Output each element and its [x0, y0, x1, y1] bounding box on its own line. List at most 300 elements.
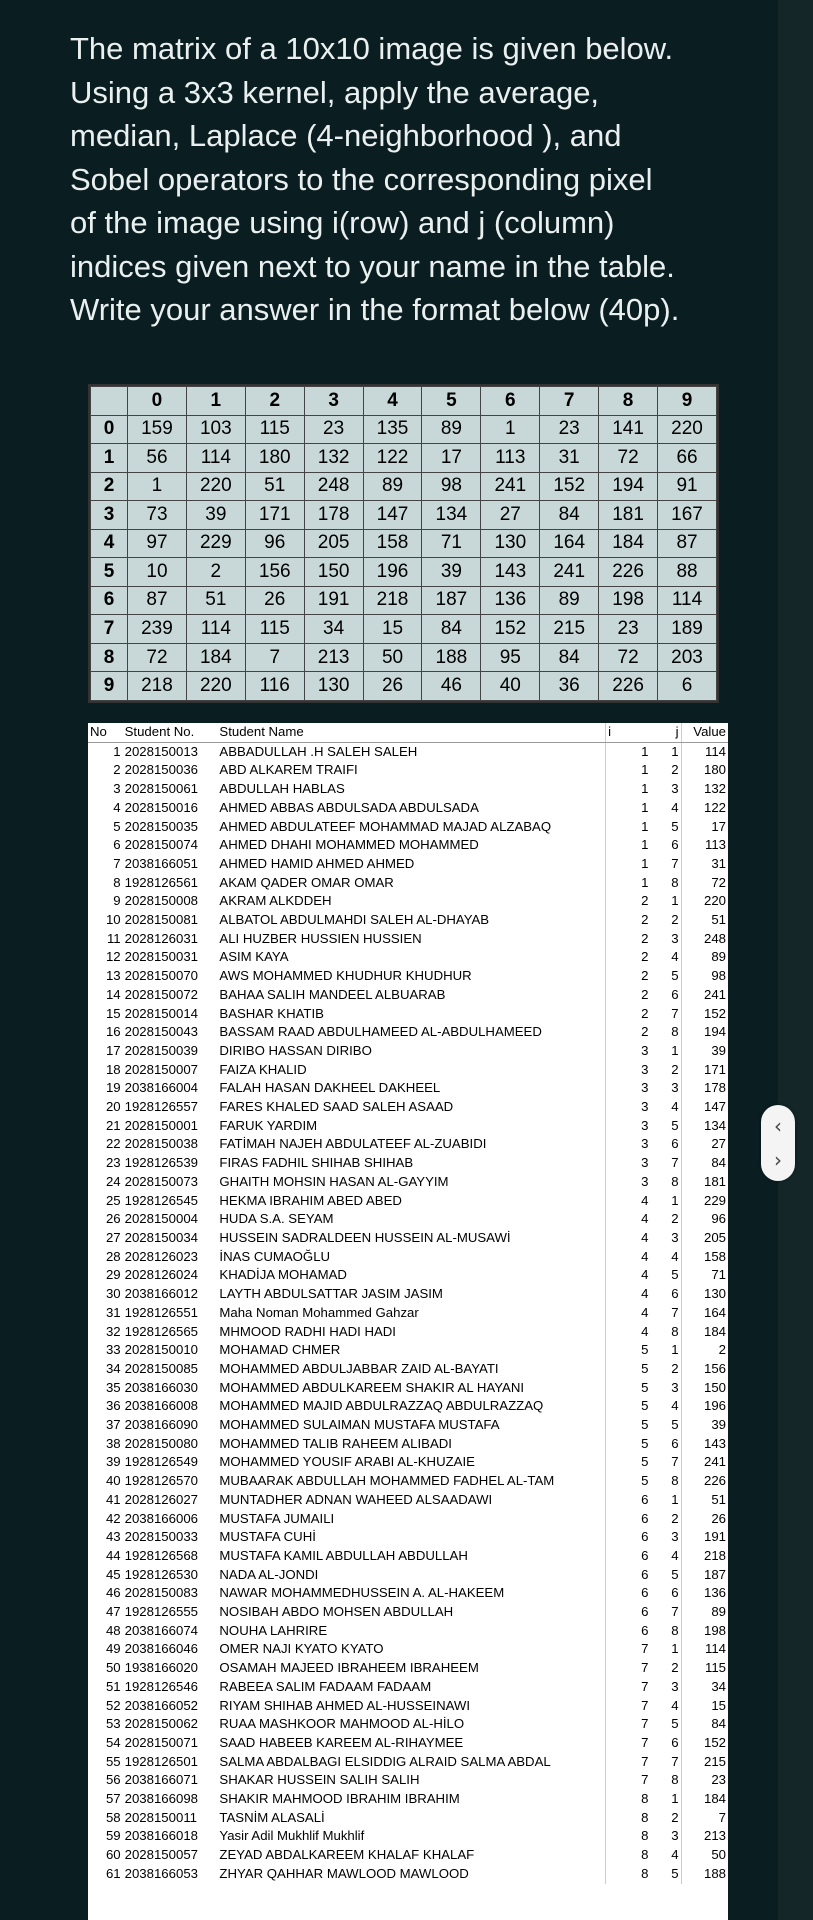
- matrix-col-header: 8: [599, 387, 658, 416]
- matrix-cell: 152: [481, 615, 540, 644]
- matrix-cell: 205: [304, 529, 363, 558]
- student-cell: 6: [606, 1622, 651, 1641]
- matrix-cell: 17: [422, 444, 481, 473]
- student-cell: 13: [105, 968, 121, 984]
- student-cell: 7: [606, 1753, 651, 1772]
- student-cell: 5: [606, 1416, 651, 1435]
- student-cell: MUBAARAK ABDULLAH MOHAMMED FADHEL AL-TAM: [219, 1473, 555, 1489]
- matrix-col-header: 4: [363, 387, 422, 416]
- student-cell: AHMED ABDULATEEF MOHAMMAD MAJAD ALZABAQ: [219, 818, 552, 834]
- matrix-cell: 241: [540, 558, 599, 587]
- student-cell: 36: [105, 1398, 121, 1414]
- student-cell: 2: [606, 967, 651, 986]
- chevron-down-icon[interactable]: ›: [774, 1148, 782, 1172]
- student-table: [88, 723, 728, 1884]
- student-cell: 84: [681, 1154, 728, 1173]
- student-cell: NAWAR MOHAMMEDHUSSEIN A. AL-HAKEEM: [219, 1585, 505, 1601]
- student-cell: 89: [681, 1603, 728, 1622]
- student-cell: 248: [681, 930, 728, 949]
- student-cell: 2038166030: [124, 1379, 198, 1395]
- student-row: [88, 1416, 728, 1435]
- student-cell: 43: [105, 1529, 121, 1545]
- matrix-row-header: 3: [91, 501, 128, 530]
- student-cell: 1928126568: [124, 1547, 198, 1563]
- student-cell: 2028150043: [124, 1024, 198, 1040]
- student-row: [88, 1173, 728, 1192]
- student-cell: FARUK YARDIM: [219, 1117, 318, 1133]
- student-cell: 2028150031: [124, 949, 198, 965]
- matrix-row-header: 8: [91, 643, 128, 672]
- student-cell: RUAA MASHKOOR MAHMOOD AL-HİLO: [219, 1716, 465, 1732]
- matrix-cell: 51: [186, 586, 245, 615]
- student-row: [88, 930, 728, 949]
- student-cell: 184: [681, 1790, 728, 1809]
- student-row: [88, 1266, 728, 1285]
- student-cell: 171: [681, 1061, 728, 1080]
- student-row: [88, 1435, 728, 1454]
- student-cell: 4: [606, 1266, 651, 1285]
- student-cell: 5: [606, 1397, 651, 1416]
- student-cell: 7: [681, 1809, 728, 1828]
- student-cell: FALAH HASAN DAKHEEL DAKHEEL: [219, 1080, 441, 1096]
- student-cell: ABD ALKAREM TRAIFI: [219, 762, 358, 778]
- student-cell: 5: [606, 1379, 651, 1398]
- student-cell: RABEEA SALIM FADAAM FADAAM: [219, 1678, 432, 1694]
- student-row: [88, 1360, 728, 1379]
- student-row: [88, 1584, 728, 1603]
- student-cell: BAHAA SALIH MANDEEL ALBUARAB: [219, 986, 446, 1002]
- student-cell: 15: [105, 1005, 121, 1021]
- student-cell: 1: [606, 874, 651, 893]
- student-cell: 52: [105, 1697, 121, 1713]
- student-cell: 54: [105, 1734, 121, 1750]
- student-cell: 8: [606, 1790, 651, 1809]
- student-cell: MOHAMMED ABDULKAREEM SHAKIR AL HAYANI: [219, 1379, 525, 1395]
- student-cell: 72: [681, 874, 728, 893]
- student-cell: 6: [606, 1491, 651, 1510]
- matrix-row: [91, 672, 717, 701]
- student-row: [88, 1678, 728, 1697]
- student-cell: 27: [681, 1135, 728, 1154]
- student-cell: 26: [105, 1211, 121, 1227]
- student-cell: 143: [681, 1435, 728, 1454]
- student-cell: 2038166012: [124, 1286, 198, 1302]
- student-cell: 6: [671, 1136, 679, 1152]
- student-cell: MOHAMMED ABDULJABBAR ZAID AL-BAYATI: [219, 1360, 499, 1376]
- student-cell: 2038166051: [124, 855, 198, 871]
- matrix-cell: 198: [599, 586, 658, 615]
- student-cell: 7: [606, 1659, 651, 1678]
- student-cell: 51: [681, 911, 728, 930]
- student-cell: 61: [105, 1865, 121, 1881]
- student-cell: 7: [606, 1697, 651, 1716]
- student-cell: 22: [105, 1136, 121, 1152]
- student-cell: 5: [671, 1117, 679, 1133]
- student-cell: 198: [681, 1622, 728, 1641]
- student-cell: 2028150083: [124, 1585, 198, 1601]
- student-row: [88, 855, 728, 874]
- student-cell: 59: [105, 1828, 121, 1844]
- matrix-row-header: 0: [91, 415, 128, 444]
- student-cell: 23: [105, 1155, 121, 1171]
- student-cell: 1928126561: [124, 874, 198, 890]
- matrix-cell: 213: [304, 643, 363, 672]
- student-cell: 1928126546: [124, 1678, 198, 1694]
- student-cell: SHAKAR HUSSEIN SALIH SALIH: [219, 1772, 420, 1788]
- matrix-cell: 72: [599, 643, 658, 672]
- matrix-row: [91, 615, 717, 644]
- matrix-cell: 143: [481, 558, 540, 587]
- matrix-cell: 122: [363, 444, 422, 473]
- matrix-cell: 220: [658, 415, 717, 444]
- student-cell: 8: [606, 1846, 651, 1865]
- student-cell: 241: [681, 1453, 728, 1472]
- student-cell: 38: [105, 1435, 121, 1451]
- student-cell: 5: [671, 1716, 679, 1732]
- student-cell: 1: [671, 893, 679, 909]
- student-cell: 2038166074: [124, 1622, 198, 1638]
- student-cell: 8: [606, 1809, 651, 1828]
- matrix-row-header: 5: [91, 558, 128, 587]
- student-cell: 158: [681, 1248, 728, 1267]
- matrix-cell: 229: [186, 529, 245, 558]
- student-row: [88, 1210, 728, 1229]
- student-cell: 98: [681, 967, 728, 986]
- student-cell: 1: [606, 799, 651, 818]
- student-cell: 2: [606, 930, 651, 949]
- student-cell: 44: [105, 1547, 121, 1563]
- student-cell: FAIZA KHALID: [219, 1061, 307, 1077]
- student-cell: 1: [671, 1791, 679, 1807]
- student-cell: AKAM QADER OMAR OMAR: [219, 874, 394, 890]
- student-cell: 49: [105, 1641, 121, 1657]
- student-row: [88, 1098, 728, 1117]
- student-row: [88, 1079, 728, 1098]
- student-cell: 3: [606, 1135, 651, 1154]
- student-cell: 10: [105, 912, 121, 928]
- student-cell: 241: [681, 986, 728, 1005]
- matrix-cell: 96: [245, 529, 304, 558]
- student-cell: 24: [105, 1173, 121, 1189]
- student-cell: ZEYAD ABDALKAREEM KHALAF KHALAF: [219, 1847, 475, 1863]
- student-cell: ABBADULLAH .H SALEH SALEH: [219, 743, 418, 759]
- student-cell: NADA AL-JONDI: [219, 1566, 319, 1582]
- matrix-cell: 226: [599, 558, 658, 587]
- student-cell: 4: [671, 1697, 679, 1713]
- student-cell: GHAITH MOHSIN HASAN AL-GAYYIM: [219, 1173, 449, 1189]
- matrix-cell: 141: [599, 415, 658, 444]
- student-cell: 2028150036: [124, 762, 198, 778]
- student-cell: 2028150072: [124, 986, 198, 1002]
- matrix-cell: 89: [422, 415, 481, 444]
- student-cell: 7: [606, 1715, 651, 1734]
- matrix-cell: 84: [540, 501, 599, 530]
- matrix-cell: 248: [304, 472, 363, 501]
- matrix-corner-cell: [91, 387, 128, 416]
- matrix-cell: 66: [658, 444, 717, 473]
- matrix-col-header: 5: [422, 387, 481, 416]
- student-cell: 6: [606, 1566, 651, 1585]
- student-cell: 7: [671, 1753, 679, 1769]
- student-cell: 152: [681, 1734, 728, 1753]
- matrix-cell: 115: [245, 415, 304, 444]
- student-cell: 4: [606, 1248, 651, 1267]
- matrix-cell: 203: [658, 643, 717, 672]
- student-cell: BASSAM RAAD ABDULHAMEED AL-ABDULHAMEED: [219, 1024, 542, 1040]
- student-cell: 2028126031: [124, 930, 198, 946]
- student-cell: 2028150062: [124, 1716, 198, 1732]
- student-cell: AWS MOHAMMED KHUDHUR KHUDHUR: [219, 968, 472, 984]
- matrix-cell: 6: [658, 672, 717, 701]
- student-cell: 2038166018: [124, 1828, 198, 1844]
- student-row: [88, 818, 728, 837]
- student-cell: 7: [606, 1771, 651, 1790]
- student-cell: 181: [681, 1173, 728, 1192]
- student-cell: 2028150001: [124, 1117, 198, 1133]
- question-text: [70, 27, 770, 332]
- student-cell: SAAD HABEEB KAREEM AL-RIHAYMEE: [219, 1734, 464, 1750]
- student-cell: 5: [606, 1453, 651, 1472]
- student-cell: SALMA ABDALBAGI ELSIDDIG ALRAID SALMA ABDAL: [219, 1753, 551, 1769]
- question-line: of the image using i(row) and j (column): [70, 205, 615, 240]
- student-cell: 42: [105, 1510, 121, 1526]
- matrix-cell: 71: [422, 529, 481, 558]
- matrix-cell: 95: [481, 643, 540, 672]
- student-row: [88, 1827, 728, 1846]
- student-cell: 156: [681, 1360, 728, 1379]
- student-cell: 191: [681, 1528, 728, 1547]
- student-cell: 2038166006: [124, 1510, 198, 1526]
- matrix-col-header: 9: [658, 387, 717, 416]
- student-row: [88, 1135, 728, 1154]
- matrix-cell: 46: [422, 672, 481, 701]
- student-cell: 7: [606, 1678, 651, 1697]
- student-cell: KHADİJA MOHAMAD: [219, 1267, 347, 1283]
- student-cell: 4: [606, 1304, 651, 1323]
- matrix-cell: 2: [186, 558, 245, 587]
- student-cell: 178: [681, 1079, 728, 1098]
- student-cell: 4: [671, 1547, 679, 1563]
- student-cell: 7: [671, 1005, 679, 1021]
- student-cell: 3: [606, 1042, 651, 1061]
- student-cell: 5: [606, 1435, 651, 1454]
- student-cell: 2: [606, 986, 651, 1005]
- matrix-cell: 114: [186, 615, 245, 644]
- matrix-cell: 84: [422, 615, 481, 644]
- student-cell: 2028150014: [124, 1005, 198, 1021]
- student-list-sheet: [88, 723, 728, 1920]
- matrix-cell: 147: [363, 501, 422, 530]
- student-cell: 9: [113, 893, 121, 909]
- matrix-cell: 89: [540, 586, 599, 615]
- student-row: [88, 1061, 728, 1080]
- student-cell: DIRIBO HASSAN DIRIBO: [219, 1042, 372, 1058]
- student-row: [88, 1640, 728, 1659]
- student-cell: 4: [606, 1210, 651, 1229]
- student-row: [88, 1248, 728, 1267]
- student-cell: 1: [671, 1641, 679, 1657]
- student-row: [88, 1323, 728, 1342]
- student-header-row: [88, 723, 728, 742]
- student-cell: Maha Noman Mohammed Gahzar: [219, 1304, 419, 1320]
- matrix-cell: 88: [658, 558, 717, 587]
- student-cell: 3: [113, 781, 121, 797]
- student-cell: HEKMA IBRAHIM ABED ABED: [219, 1192, 402, 1208]
- student-cell: 4: [671, 1398, 679, 1414]
- question-line: median, Laplace (4-neighborhood ), and: [70, 118, 622, 153]
- student-cell: 2: [671, 912, 679, 928]
- student-cell: 130: [681, 1285, 728, 1304]
- student-row: [88, 1809, 728, 1828]
- student-cell: 6: [606, 1528, 651, 1547]
- matrix-cell: 73: [128, 501, 187, 530]
- student-cell: 56: [105, 1772, 121, 1788]
- student-cell: 14: [105, 986, 121, 1002]
- matrix-cell: 215: [540, 615, 599, 644]
- matrix-cell: 23: [540, 415, 599, 444]
- student-cell: 21: [105, 1117, 121, 1133]
- student-cell: 194: [681, 1023, 728, 1042]
- page-navigator[interactable]: [761, 1105, 795, 1181]
- student-cell: AHMED HAMID AHMED AHMED: [219, 855, 415, 871]
- student-row: [88, 1846, 728, 1865]
- student-cell: 2028150057: [124, 1847, 198, 1863]
- student-cell: 184: [681, 1323, 728, 1342]
- student-cell: 7: [671, 1155, 679, 1171]
- student-cell: 2: [606, 1005, 651, 1024]
- student-cell: 3: [671, 1229, 679, 1245]
- student-cell: 31: [681, 855, 728, 874]
- student-row: [88, 836, 728, 855]
- matrix-cell: 188: [422, 643, 481, 672]
- student-cell: 3: [671, 1379, 679, 1395]
- student-cell: Yasir Adil Mukhlif Mukhlif: [219, 1828, 365, 1844]
- student-cell: 1: [606, 761, 651, 780]
- student-row: [88, 1865, 728, 1884]
- student-cell: 229: [681, 1192, 728, 1211]
- student-cell: 1: [671, 1192, 679, 1208]
- student-cell: 96: [681, 1210, 728, 1229]
- student-cell: 2028150070: [124, 968, 198, 984]
- student-cell: 57: [105, 1791, 121, 1807]
- student-cell: 8: [113, 874, 121, 890]
- matrix-row: [91, 472, 717, 501]
- student-cell: 39: [105, 1454, 121, 1470]
- student-cell: 5: [671, 1865, 679, 1881]
- student-cell: 6: [113, 837, 121, 853]
- matrix-cell: 158: [363, 529, 422, 558]
- student-cell: 3: [606, 1061, 651, 1080]
- student-cell: 220: [681, 892, 728, 911]
- student-cell: 8: [671, 874, 679, 890]
- student-cell: MUSTAFA JUMAILI: [219, 1510, 335, 1526]
- student-cell: 187: [681, 1566, 728, 1585]
- student-cell: 20: [105, 1099, 121, 1115]
- student-row: [88, 1659, 728, 1678]
- student-cell: 89: [681, 948, 728, 967]
- student-cell: 8: [606, 1865, 651, 1884]
- pixel-matrix-table: [88, 384, 719, 703]
- student-cell: 2028150016: [124, 799, 198, 815]
- student-row: [88, 1379, 728, 1398]
- matrix-cell: 180: [245, 444, 304, 473]
- matrix-cell: 7: [245, 643, 304, 672]
- matrix-col-header: 1: [186, 387, 245, 416]
- student-cell: AHMED DHAHI MOHAMMED MOHAMMED: [219, 837, 479, 853]
- student-cell: 3: [671, 781, 679, 797]
- student-cell: 35: [105, 1379, 121, 1395]
- student-cell: 7: [671, 1604, 679, 1620]
- student-cell: 6: [606, 1510, 651, 1529]
- student-cell: 2028150061: [124, 781, 198, 797]
- matrix-cell: 194: [599, 472, 658, 501]
- student-cell: 2: [671, 1660, 679, 1676]
- student-cell: 1928126549: [124, 1454, 198, 1470]
- student-cell: 39: [681, 1416, 728, 1435]
- student-cell: NOUHA LAHRIRE: [219, 1622, 328, 1638]
- student-cell: 1928126555: [124, 1604, 198, 1620]
- question-line: indices given next to your name in the table.: [70, 248, 675, 284]
- student-cell: 4: [113, 799, 121, 815]
- student-row: [88, 780, 728, 799]
- student-cell: 7: [671, 1304, 679, 1320]
- student-cell: MOHAMMED YOUSIF ARABI AL-KHUZAIE: [219, 1454, 475, 1470]
- student-cell: FARES KHALED SAAD SALEH ASAAD: [219, 1099, 454, 1115]
- student-cell: 2: [671, 1061, 679, 1077]
- matrix-cell: 152: [540, 472, 599, 501]
- student-cell: 2028150013: [124, 743, 198, 759]
- student-cell: 2: [113, 762, 121, 778]
- student-row: [88, 1566, 728, 1585]
- matrix-cell: 167: [658, 501, 717, 530]
- student-cell: HUDA S.A. SEYAM: [219, 1211, 334, 1227]
- student-cell: 3: [671, 1828, 679, 1844]
- student-cell: 2028150008: [124, 893, 198, 909]
- matrix-cell: 191: [304, 586, 363, 615]
- student-cell: 29: [105, 1267, 121, 1283]
- pixel-matrix: [90, 386, 717, 701]
- student-col-header: No: [88, 723, 123, 742]
- student-row: [88, 1547, 728, 1566]
- student-row: [88, 1341, 728, 1360]
- student-cell: 2038166090: [124, 1417, 198, 1433]
- student-cell: 2028150081: [124, 912, 198, 928]
- matrix-cell: 84: [540, 643, 599, 672]
- matrix-cell: 136: [481, 586, 540, 615]
- matrix-cell: 72: [599, 444, 658, 473]
- matrix-row-header: 6: [91, 586, 128, 615]
- student-cell: 8: [671, 1173, 679, 1189]
- student-row: [88, 892, 728, 911]
- matrix-cell: 181: [599, 501, 658, 530]
- student-cell: 12: [105, 949, 121, 965]
- matrix-cell: 226: [599, 672, 658, 701]
- student-col-header: j: [651, 723, 682, 742]
- matrix-cell: 218: [128, 672, 187, 701]
- student-cell: FATİMAH NAJEH ABDULATEEF AL-ZUABIDI: [219, 1136, 487, 1152]
- matrix-cell: 184: [186, 643, 245, 672]
- matrix-cell: 72: [128, 643, 187, 672]
- student-cell: 18: [105, 1061, 121, 1077]
- student-cell: 1: [671, 1342, 679, 1358]
- student-cell: 5: [606, 1360, 651, 1379]
- student-cell: 50: [681, 1846, 728, 1865]
- chevron-up-icon[interactable]: ‹: [774, 1114, 782, 1138]
- student-cell: 2038166052: [124, 1697, 198, 1713]
- matrix-cell: 98: [422, 472, 481, 501]
- student-cell: 3: [671, 1080, 679, 1096]
- student-cell: 4: [671, 949, 679, 965]
